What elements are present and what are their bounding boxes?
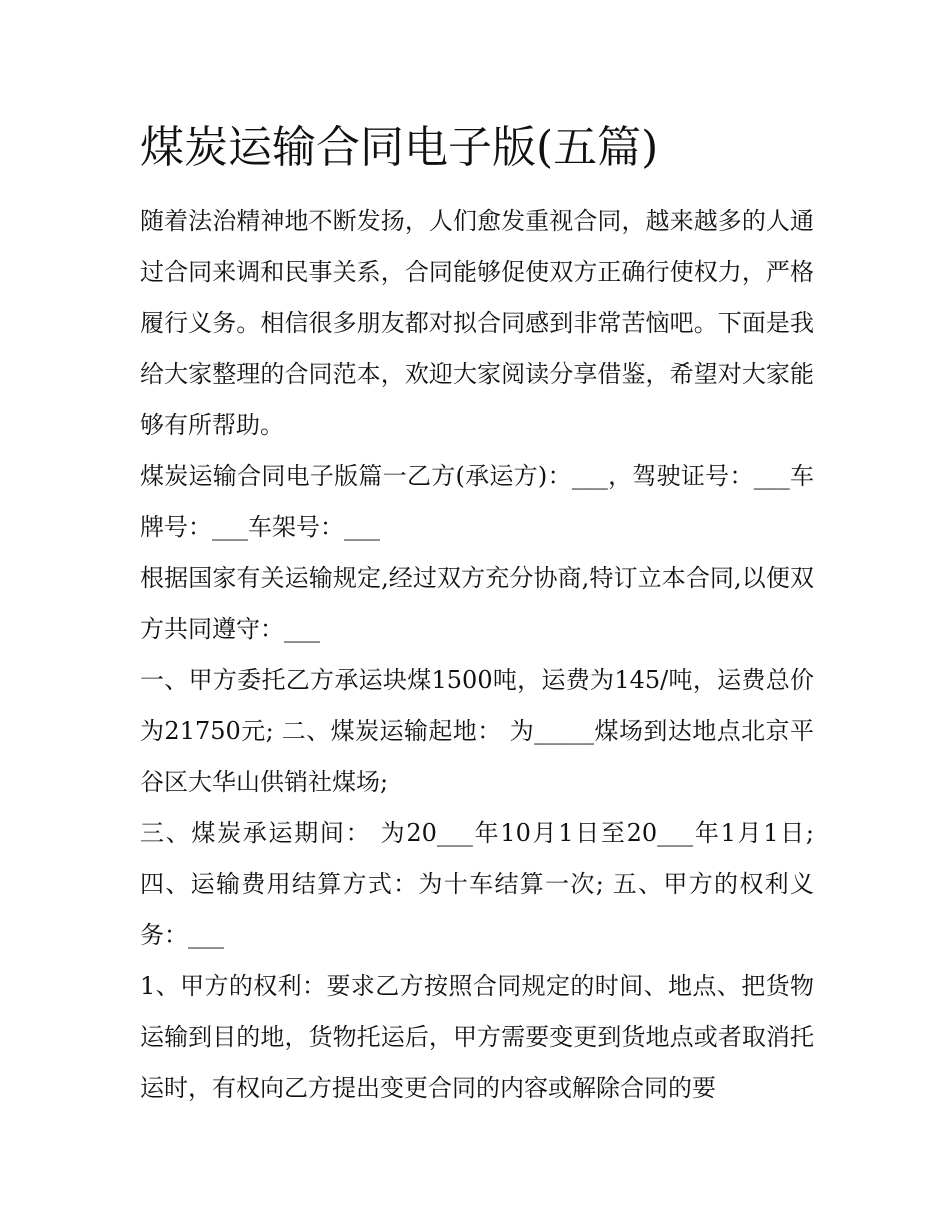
paragraph-party-a-rights: 1、甲方的权利：要求乙方按照合同规定的时间、地点、把货物运输到目的地，货物托运后，甲方需要变更到货地点或者取消托运时，有权向乙方提出变更合同的内容或解除合同的要 — [140, 972, 814, 1102]
paragraph-clause-3-5: 三、煤炭承运期间： 为20___年10月1日至20___年1月1日; 四、运输费用结算方式：为十车结算一次; 五、甲方的权利义务：___ — [140, 819, 814, 949]
document-title: 煤炭运输合同电子版(五篇) — [140, 122, 659, 173]
document-body — [140, 196, 814, 1114]
paragraph-basis: 根据国家有关运输规定,经过双方充分协商,特订立本合同,以便双方共同遵守：___ — [140, 564, 814, 643]
paragraph-intro: 随着法治精神地不断发扬，人们愈发重视合同，越来越多的人通过合同来调和民事关系，合同能够促使双方正确行使权力，严格履行义务。相信很多朋友都对拟合同感到非常苦恼吧。下面是我给大家整理的合同范本，欢迎大家阅读分享借鉴，希望对大家能够有所帮助。 — [140, 207, 814, 439]
paragraph-clause-1-2: 一、甲方委托乙方承运块煤1500吨，运费为145/吨，运费总价为21750元; 二、煤炭运输起地： 为_____煤场到达地点北京平谷区大华山供销社煤场; — [140, 666, 814, 796]
paragraph-parties: 煤炭运输合同电子版篇一乙方(承运方)：___，驾驶证号：___车牌号：___车架号：___ — [140, 462, 814, 541]
